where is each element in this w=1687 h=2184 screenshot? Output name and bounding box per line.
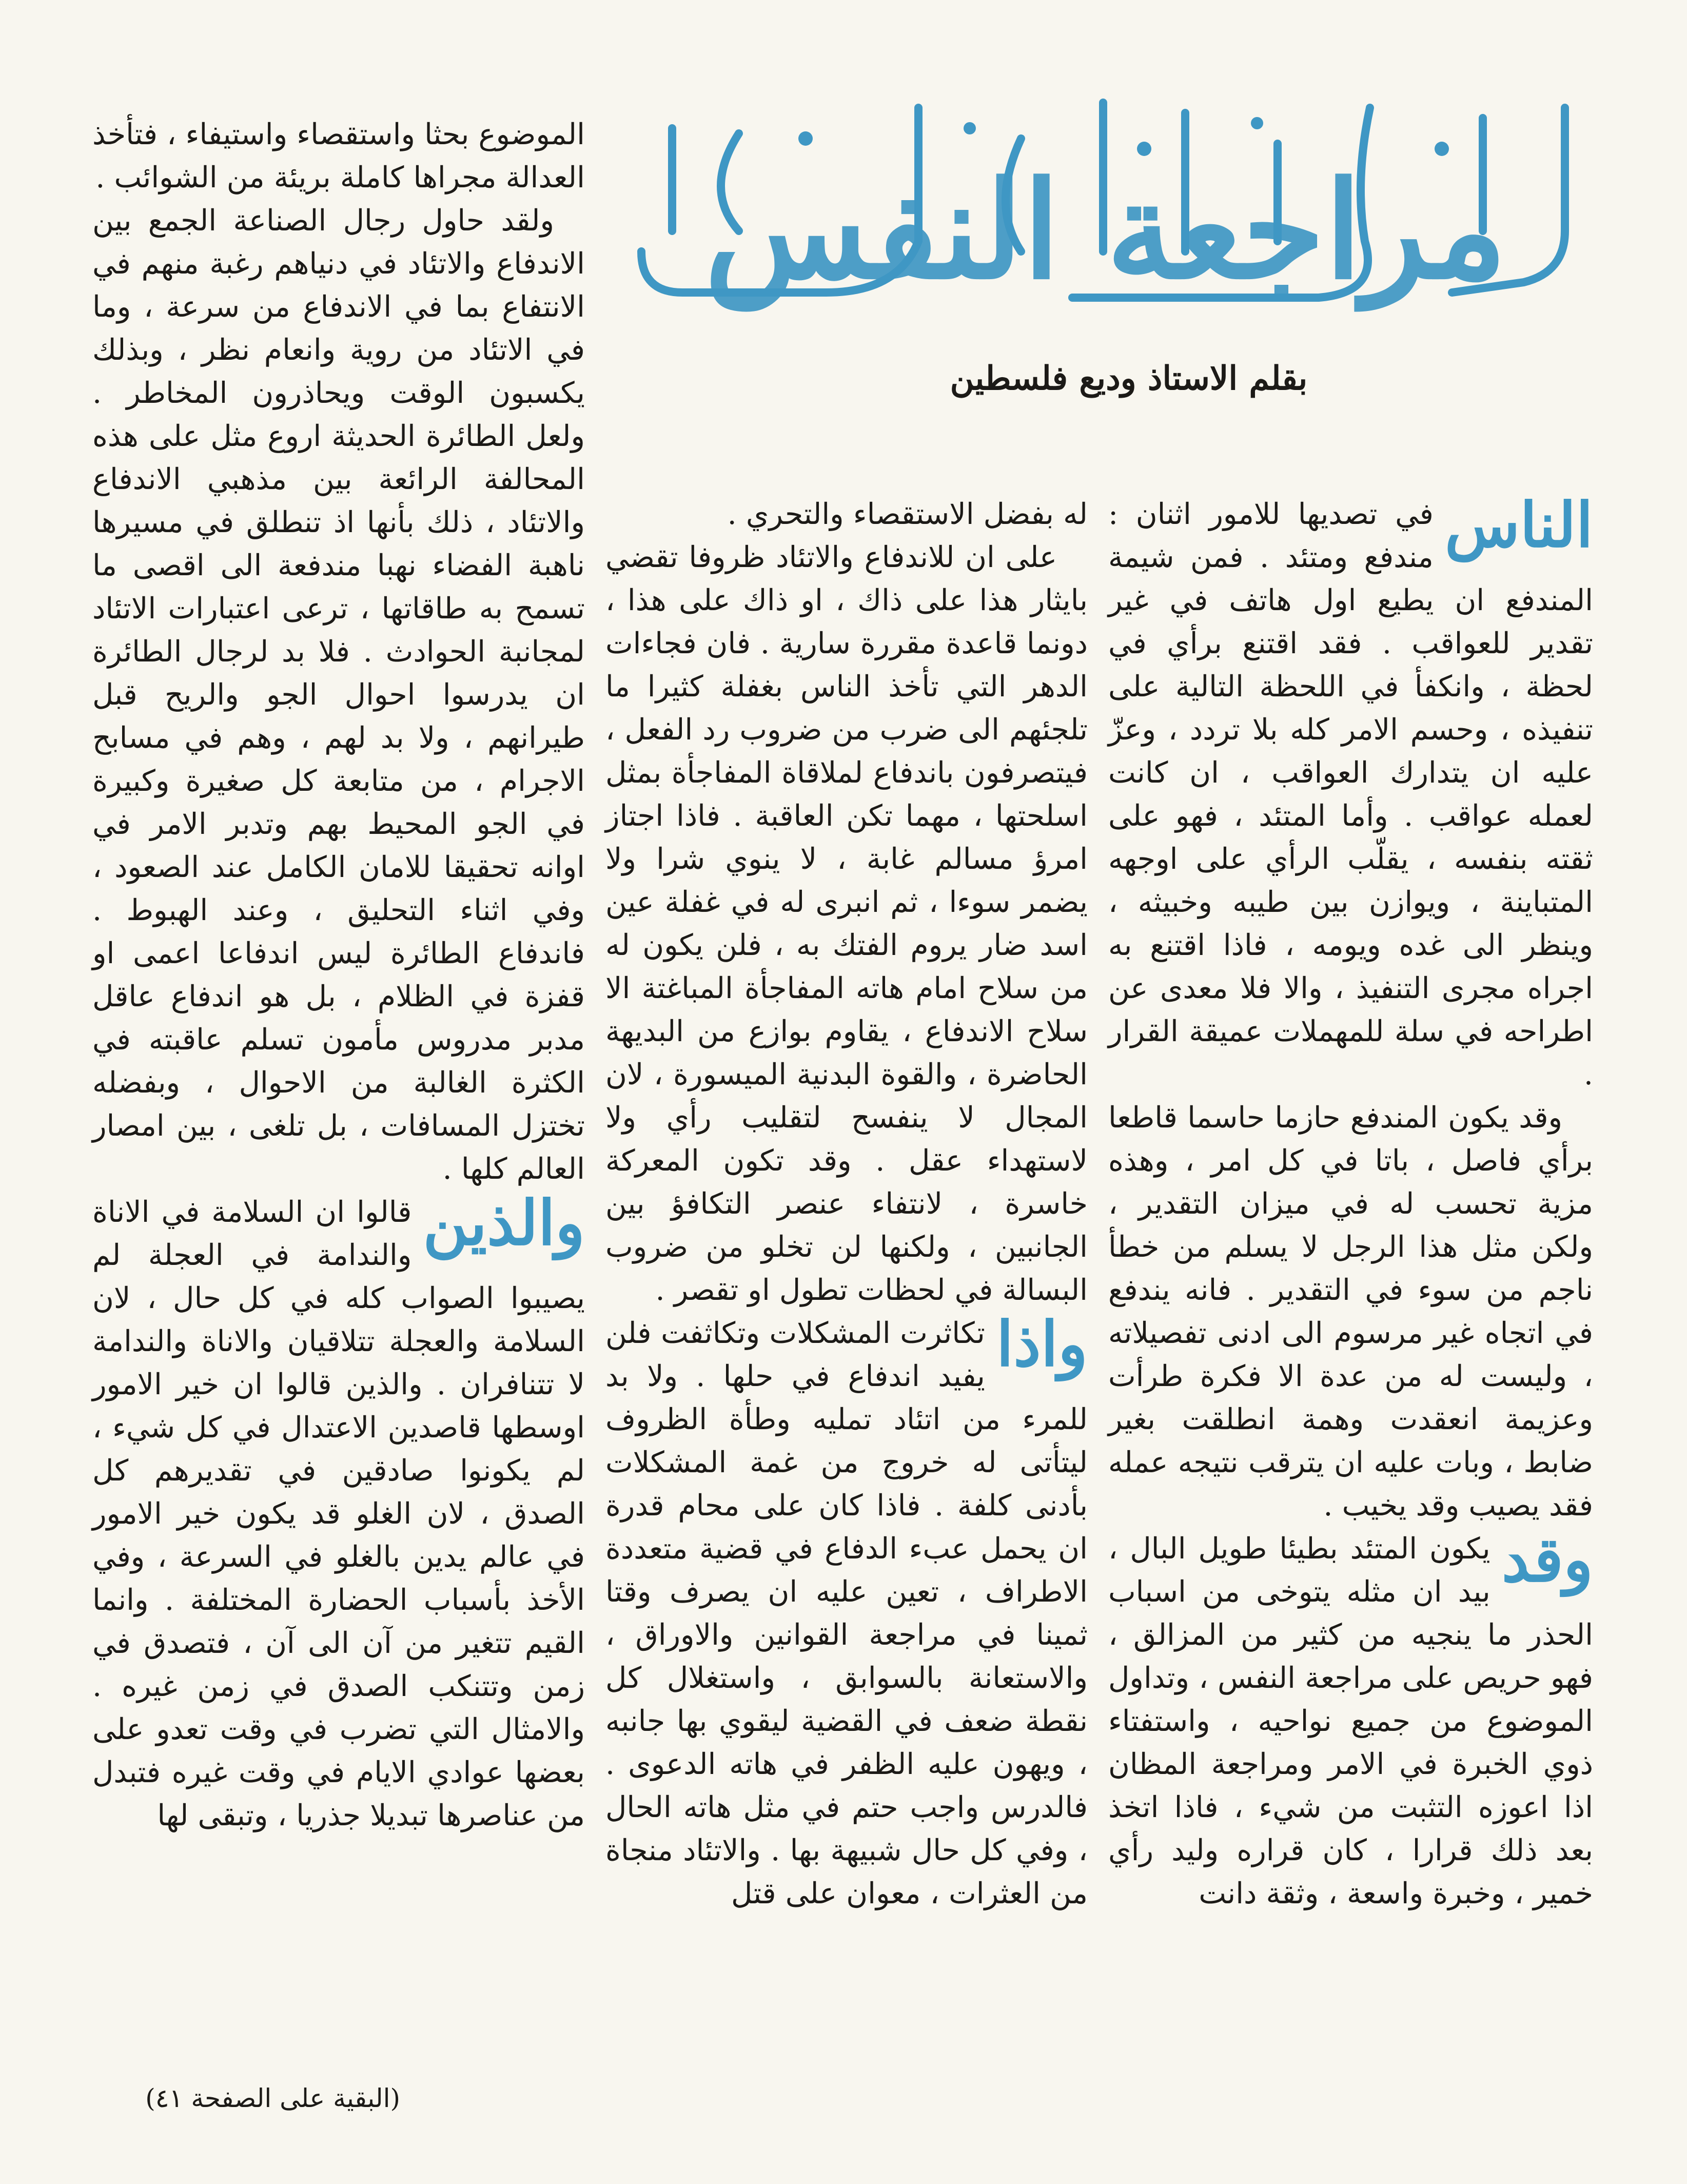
paragraph: [605, 536, 1088, 1312]
paragraph: [1108, 489, 1593, 1096]
paragraph-text: على ان للاندفاع والاتئاد ظروفا تقضي بايثار هذا على ذاك ، او ذاك على هذا ، دونما قاعدة مقررة سارية . فان فجاءات الدهر التي تأخذ الناس بغفلة كثيرا ما تلجئهم الى ضرب من ضروب رد الفعل ، فيتصرفون باندفاع لملاقاة المفاجأة بمثل اسلحتها ، مهما تكن العاقبة . فاذا اجتاز امرؤ مسالم غابة ، لا ينوي شرا ولا يضمر سوءا ، ثم انبرى له في غفلة عين اسد ضار يروم الفتك به ، فلن يكون له من سلاح امام هاته المفاجأة المباغتة الا سلاح الاندفاع ، يقاوم بوازع من البديهة الحاضرة ، والقوة البدنية الميسورة ، لان المجال لا ينفسح لتقليب رأي ولا لاستهداء عقل . وقد تكون المعركة خاسرة ، لانتفاء عنصر التكافؤ بين الجانبين ، ولكنها لن تخلو من ضروب البسالة في لحظات تطول او تقصر .: [605, 540, 1088, 1307]
paragraph: [92, 199, 585, 1191]
paragraph: [92, 1187, 585, 1837]
column-middle: [605, 493, 1088, 2053]
title-text: مراجعة النفس: [704, 152, 1507, 309]
dropcap: والذين: [423, 1187, 585, 1259]
paragraph: [605, 1308, 1088, 1915]
paragraph-text: يكون المتئد بطيئا طويل البال ، بيد ان مثله يتوخى من اسباب الحذر ما ينجيه من كثير من المزالق ، فهو حريص على مراجعة النفس ، وتداول الموضوع من جميع نواحيه ، واستفتاء ذوي الخبرة في الامر ومراجعة المظان اذا اعوزه التثبت من شيء ، فاذا اتخذ بعد ذلك قرارا ، كان قراره وليد رأي خمير ، وخبرة واسعة ، وثقة دانت: [1108, 1532, 1593, 1910]
dropcap: وقد: [1501, 1524, 1593, 1596]
paragraph-text: وقد يكون المندفع حازما حاسما قاطعا برأي فاصل ، باتا في كل امر ، وهذه مزية تحسب له في ميزان التقدير ، ولكن مثل هذا الرجل لا يسلم من خطأ ناجم من سوء في التقدير . فانه يندفع في اتجاه غير مرسوم الى ادنى تفصيلاته ، وليست له من عدة الا فكرة طرأت وعزيمة انعقدت وهمة انطلقت بغير ضابط ، وبات عليه ان يترقب نتيجه عمله فقد يصيب وقد يخيب .: [1108, 1101, 1593, 1523]
article-title: [611, 77, 1601, 339]
paragraph-text: في تصديها للامور اثنان : مندفع ومتئد . فمن شيمة المندفع ان يطيع اول هاتف في غير تقدير للعواقب . فقد اقتنع برأي في لحظة ، وانكفأ في اللحظة التالية على تنفيذه ، وحسم الامر كله بلا تردد ، وعزّ عليه ان يتدارك العواقب ، ان كانت لعمله عواقب . وأما المتئد ، فهو على ثقته بنفسه ، يقلّب الرأي على اوجهه المتباينة ، ويوازن بين طيبه وخبيثه ، وينظر الى غده ويومه ، فاذا اقتنع به اجراه مجرى التنفيذ ، والا فلا معدى عن اطراحه في سلة للمهملات عميقة القرار .: [1108, 497, 1593, 1091]
calligraphic-title-graphic: [611, 77, 1601, 339]
continuation-note: (البقية على الصفحة ٤١): [145, 2083, 400, 2113]
dropcap: الناس: [1444, 489, 1593, 561]
dropcap: واذا: [996, 1308, 1088, 1380]
paragraph: [605, 493, 1088, 536]
paragraph-text: تكاثرت المشكلات وتكاثفت فلن يفيد اندفاع في حلها . ولا بد للمرء من اتئاد تمليه وطأة الظروف ليتأتى له خروج من غمة المشكلات بأدنى كلفة . فاذا كان على محام قدرة ان يحمل عبء الدفاع في قضية متعددة الاطراف ، تعين عليه ان يصرف وقتا ثمينا في مراجعة القوانين والاوراق ، والاستعانة بالسوابق ، واستغلال كل نقطة ضعف في القضية ليقوي بها جانبه ، ويهون عليه الظفر في هاته الدعوى . فالدرس واجب حتم في مثل هاته الحال ، وفي كل حال شبيهة بها . والاتئاد منجاة من العثرات ، معوان على قتل: [605, 1316, 1088, 1910]
column-left: [92, 113, 585, 2053]
paragraph: [92, 113, 585, 199]
paragraph-text: له بفضل الاستقصاء والتحري .: [727, 497, 1088, 531]
paragraph: [1108, 1524, 1593, 1915]
column-right: [1108, 489, 1593, 2053]
byline: بقلم الاستاذ وديع فلسطين: [950, 359, 1308, 398]
paragraph-text: قالوا ان السلامة في الاناة والندامة في العجلة لم يصيبوا الصواب كله في كل حال ، لان السلامة والعجلة تتلاقيان والاناة والندامة لا تتنافران . والذين قالوا ان خير الامور اوسطها قاصدين الاعتدال في كل شيء ، لم يكونوا صادقين في تقديرهم كل الصدق ، لان الغلو قد يكون خير الامور في عالم يدين بالغلو في السرعة ، وفي الأخذ بأسباب الحضارة المختلفة . وانما القيم تتغير من آن الى آن ، فتصدق في زمن وتتنكب الصدق في زمن غيره . والامثال التي تضرب في وقت تعدو على بعضها عوادي الايام في وقت غيره فتبدل من عناصرها تبديلا جذريا ، وتبقى لها: [92, 1195, 585, 1832]
paragraph-text: ولقد حاول رجال الصناعة الجمع بين الاندفاع والاتئاد في دنياهم رغبة منهم في الانتفاع بما في الاندفاع من سرعة ، وما في الاتئاد من روية وانعام نظر ، وبذلك يكسبون الوقت ويحاذرون المخاطر . ولعل الطائرة الحديثة اروع مثل على هذه المحالفة الرائعة بين مذهبي الاندفاع والاتئاد ، ذلك بأنها اذ تنطلق في مسيرها ناهبة الفضاء نهبا مندفعة الى اقصى ما تسمح به طاقاتها ، ترعى اعتبارات الاتئاد لمجانبة الحوادث . فلا بد لرجال الطائرة ان يدرسوا احوال الجو والريح قبل طيرانهم ، ولا بد لهم ، وهم في مسابح الاجرام ، من متابعة كل صغيرة وكبيرة في الجو المحيط بهم وتدبر الامر في اوانه تحقيقا للامان الكامل عند الصعود ، وفي اثناء التحليق ، وعند الهبوط . فاندفاع الطائرة ليس اندفاعا اعمى او قفزة في الظلام ، بل هو اندفاع عاقل مدبر مدروس مأمون تسلم عاقبته في الكثرة الغالبة من الاحوال ، وبفضله تختزل المسافات ، بل تلغى ، بين امصار العالم كلها .: [92, 204, 585, 1186]
paragraph: [1108, 1096, 1593, 1527]
paragraph-text: الموضوع بحثا واستقصاء واستيفاء ، فتأخذ العدالة مجراها كاملة بريئة من الشوائب .: [92, 118, 585, 194]
